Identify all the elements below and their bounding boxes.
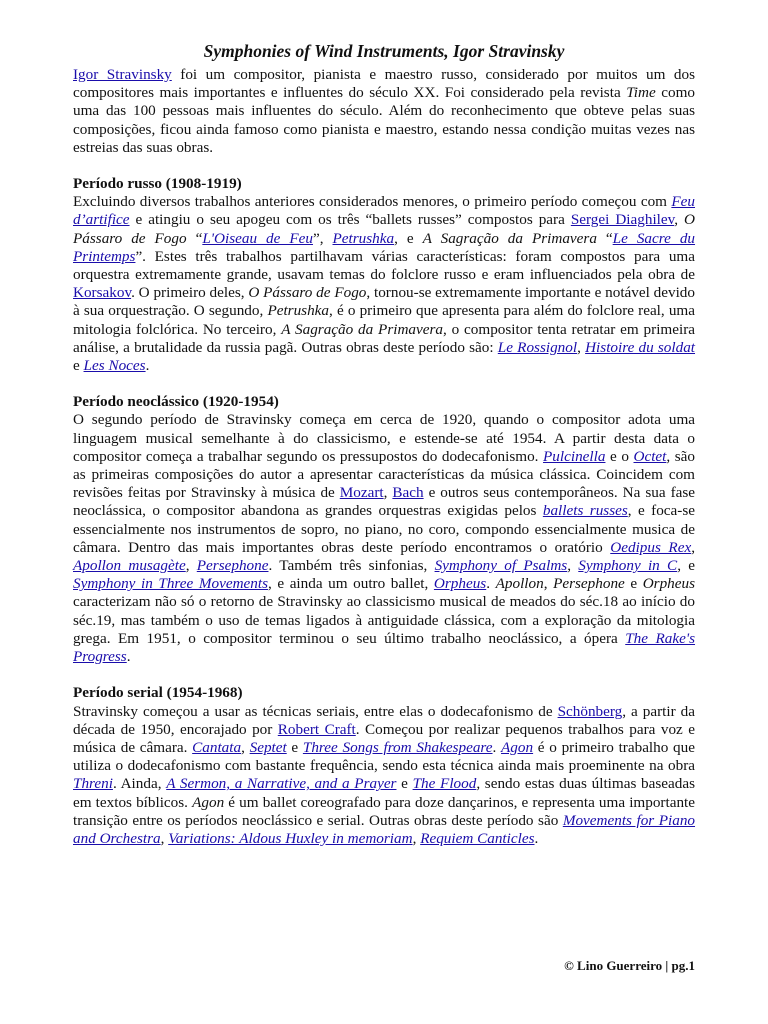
link-text: Cantata	[192, 738, 242, 756]
text: .	[492, 738, 502, 756]
text: .	[534, 829, 539, 847]
work-title: Orpheus	[642, 575, 696, 593]
text: , tornou-se extremamente importante e notável devido à sua orquestração. O segundo,	[73, 284, 695, 320]
text: ,	[383, 484, 393, 502]
link-loiseau-de-feu[interactable]	[202, 230, 313, 247]
link-pulcinella[interactable]	[543, 448, 605, 465]
text: .	[145, 357, 150, 375]
text: . Também três sinfonias,	[268, 557, 435, 575]
link-le-rossignol[interactable]	[498, 339, 577, 356]
document-title: Symphonies of Wind Instruments, Igor Stravinsky	[203, 41, 565, 61]
link-histoire-du-soldat[interactable]	[585, 339, 695, 356]
text: ,	[412, 829, 421, 847]
link-text: Pulcinella	[543, 447, 606, 465]
link-schonberg[interactable]: Schönberg	[557, 702, 623, 720]
link-text: Le Sacre du Printemps	[73, 229, 696, 265]
text: “	[596, 229, 613, 247]
link-text: Threni	[73, 775, 113, 793]
text: , sendo estas duas últimas baseadas em textos bíblicos.	[73, 775, 696, 811]
link-text: Symphony in Three Movements	[73, 575, 268, 593]
text: , e foca-se essencialmente nos instrumentos de sopro, no piano, no coro, compondo essencialmente musica de câmara. Dentro das mais importantes obras deste período encontramos o oratório	[73, 502, 695, 556]
link-apollon-musagete[interactable]	[73, 557, 186, 574]
text: .	[486, 575, 496, 593]
link-text: Persephone	[196, 557, 269, 575]
link-symphony-in-three-movements[interactable]	[73, 575, 268, 592]
text: ,	[567, 557, 579, 575]
heading-serial-period: Período serial (1954-1968)	[73, 684, 243, 702]
neoclassical-period-paragraph	[73, 411, 695, 666]
heading-neoclassical-period: Período neoclássico (1920-1954)	[73, 393, 279, 411]
link-text: Variations: Aldous Huxley in memoriam	[168, 829, 413, 847]
link-sergei-diaghilev[interactable]: Sergei Diaghilev	[570, 211, 675, 229]
text: ”. Estes três trabalhos partilhavam várias características: foram compostos para uma orquestra extremamente grande, usavam temas do folclore russo e eram influenciados pela obra de	[73, 247, 695, 284]
work-title: Persephone	[553, 575, 625, 593]
link-text: Petrushka	[332, 229, 395, 247]
serial-period-paragraph	[73, 703, 695, 849]
text: O segundo período de Stravinsky começa em cerca de 1920, quando o compositor adota uma linguagem musical semelhante à do classicismo, e estende-se até 1954. A partir desta data o compositor começa a trabalhar segundo os pressupostos do dodecafonismo.	[73, 411, 695, 465]
text: , e	[394, 229, 423, 247]
link-robert-craft[interactable]: Robert Craft	[277, 720, 356, 738]
text: , o compositor tenta retratar em primeira análise, a brutalidade da russia pagã. Outras obras deste período são:	[73, 320, 695, 356]
link-text: Les Noces	[83, 357, 146, 375]
text: ,	[241, 738, 250, 756]
link-text: Apollon musagète	[73, 557, 186, 575]
link-persephone[interactable]	[197, 557, 269, 574]
text: .	[126, 648, 131, 666]
link-orpheus[interactable]	[434, 575, 486, 592]
link-text: Symphony in C	[578, 557, 678, 575]
link-text: Oedipus Rex	[610, 538, 692, 556]
link-symphony-of-psalms[interactable]	[435, 557, 568, 574]
text: Excluindo diversos trabalhos anteriores considerados menores, o primeiro período começou com	[73, 193, 672, 211]
work-title: A Sagração da Primavera	[422, 229, 597, 247]
text: “	[186, 229, 203, 247]
text: e	[396, 775, 413, 793]
text: , e ainda um outro ballet,	[268, 575, 434, 593]
link-mozart[interactable]: Mozart	[339, 484, 384, 502]
link-text: Octet	[633, 447, 667, 465]
text: , e	[677, 557, 695, 575]
text: e atingiu o seu apogeu com os três “ballets russes” compostos para	[129, 211, 571, 229]
text: , são as primeiras composições do autor a apresentar características da música clássica. Coincidem com revisões feitas por Stravinsky à música de	[73, 447, 695, 502]
text: e	[624, 575, 643, 593]
link-cantata[interactable]	[192, 739, 241, 756]
link-les-noces[interactable]	[84, 357, 146, 374]
text: . O primeiro deles,	[131, 284, 249, 302]
link-petrushka[interactable]	[333, 230, 395, 247]
link-three-songs-from-shakespeare[interactable]	[303, 739, 493, 756]
work-title: Agon	[192, 793, 225, 811]
link-korsakov[interactable]: Korsakov	[73, 284, 132, 302]
link-a-sermon-a-narrative-and-a-prayer[interactable]	[166, 775, 396, 792]
link-symphony-in-c[interactable]	[578, 557, 677, 574]
link-text: Feu d’artifice	[73, 193, 695, 229]
work-title: A Sagração da Primavera	[281, 320, 444, 338]
link-ballets-russes[interactable]	[543, 502, 628, 519]
heading-russian-period: Período russo (1908-1919)	[73, 175, 242, 193]
text: é o primeiro trabalho que utiliza o dodecafonismo com bastante frequência, sendo esta técnica ainda mais proeminente na obra	[73, 738, 695, 775]
text: Stravinsky começou a usar as técnicas seriais, entre elas o dodecafonismo de	[73, 702, 558, 720]
text: ,	[577, 338, 586, 356]
time-magazine: Time	[626, 84, 656, 102]
work-title: Apollon	[495, 575, 544, 593]
link-octet[interactable]	[634, 448, 667, 465]
text: e o	[605, 447, 634, 465]
intro-paragraph	[73, 66, 695, 157]
text: e	[286, 738, 303, 756]
text: ,	[691, 538, 695, 556]
link-text: Symphony of Psalms	[434, 557, 568, 575]
link-text: Three Songs from Shakespeare	[302, 738, 493, 756]
link-variations-aldous-huxley[interactable]	[168, 830, 412, 847]
link-text: Movements for Piano and Orchestra	[73, 811, 696, 847]
text: ”,	[312, 229, 333, 247]
link-text: ballets russes	[542, 502, 628, 520]
link-text: The Rake's Progress	[73, 629, 696, 666]
link-text: Septet	[249, 738, 287, 756]
intro-text: foi um compositor, pianista e maestro russo, considerado por muitos um dos compositores mais importantes e influentes do século XX. Foi considerado pela revista	[73, 66, 695, 102]
text: ,	[543, 575, 554, 593]
work-title: O Pássaro de Fogo	[248, 284, 367, 302]
work-title: Petrushka	[267, 302, 330, 320]
link-igor-stravinsky[interactable]: Igor Stravinsky	[73, 66, 172, 83]
link-agon[interactable]	[501, 739, 533, 756]
text: é um ballet coreografado para doze dançarinos, e representa uma importante transição entre os períodos neoclássico e serial. Outras obras deste período são	[73, 793, 695, 829]
link-text: Le Rossignol	[497, 338, 578, 356]
work-title: O Pássaro de Fogo	[73, 211, 695, 247]
link-threni[interactable]	[73, 775, 113, 792]
text: ,	[160, 829, 169, 847]
link-text: The Flood	[412, 775, 477, 793]
link-text: Requiem Canticles	[420, 829, 535, 847]
text: e	[73, 357, 84, 375]
link-the-flood[interactable]	[413, 775, 477, 792]
link-oedipus-rex[interactable]	[610, 539, 691, 556]
text: caracterizam não só o retorno de Stravinsky ao classicismo musical de meados do séc.18 ao início do séc.19, mas também o uso de temas ligados à antiguidade clássica, com a exploração da mitologia grega. Em 1951, o compositor terminou o seu último trabalho neoclássico, a ópera	[73, 593, 695, 647]
text: . Ainda,	[112, 775, 167, 793]
link-text: A Sermon, a Narrative, and a Prayer	[166, 775, 397, 793]
text: e outros seus contemporâneos. Na sua fase neoclássica, o compositor abandona as grandes orquestras exigidas pelos	[73, 484, 696, 520]
link-text: Histoire du soldat	[585, 338, 696, 356]
page-footer: © Lino Guerreiro | pg.1	[564, 958, 695, 973]
intro-text: como uma das 100 pessoas mais influentes do século. Além do reconhecimento que obteve pelas suas composições, ficou ainda famoso como pianista e maestro, estando nessa condição muitas vezes nas estreias das suas obras.	[73, 84, 695, 156]
link-bach[interactable]: Bach	[392, 484, 424, 502]
link-text: Agon	[501, 738, 534, 756]
text: . Começou por realizar pequenos trabalhos para voz e música de câmara.	[73, 720, 695, 756]
text: ,	[185, 557, 197, 575]
link-requiem-canticles[interactable]	[420, 830, 534, 847]
link-text: Orpheus	[433, 575, 487, 593]
text: , é o primeiro que apresenta para além do folclore real, uma mitologia folclórica. No terceiro,	[73, 302, 695, 338]
text: , a partir da década de 1950, encorajado por	[73, 702, 696, 738]
link-septet[interactable]	[250, 739, 287, 756]
text: ,	[674, 211, 685, 229]
link-text: L'Oiseau de Feu	[202, 229, 313, 247]
russian-period-paragraph	[73, 193, 695, 375]
